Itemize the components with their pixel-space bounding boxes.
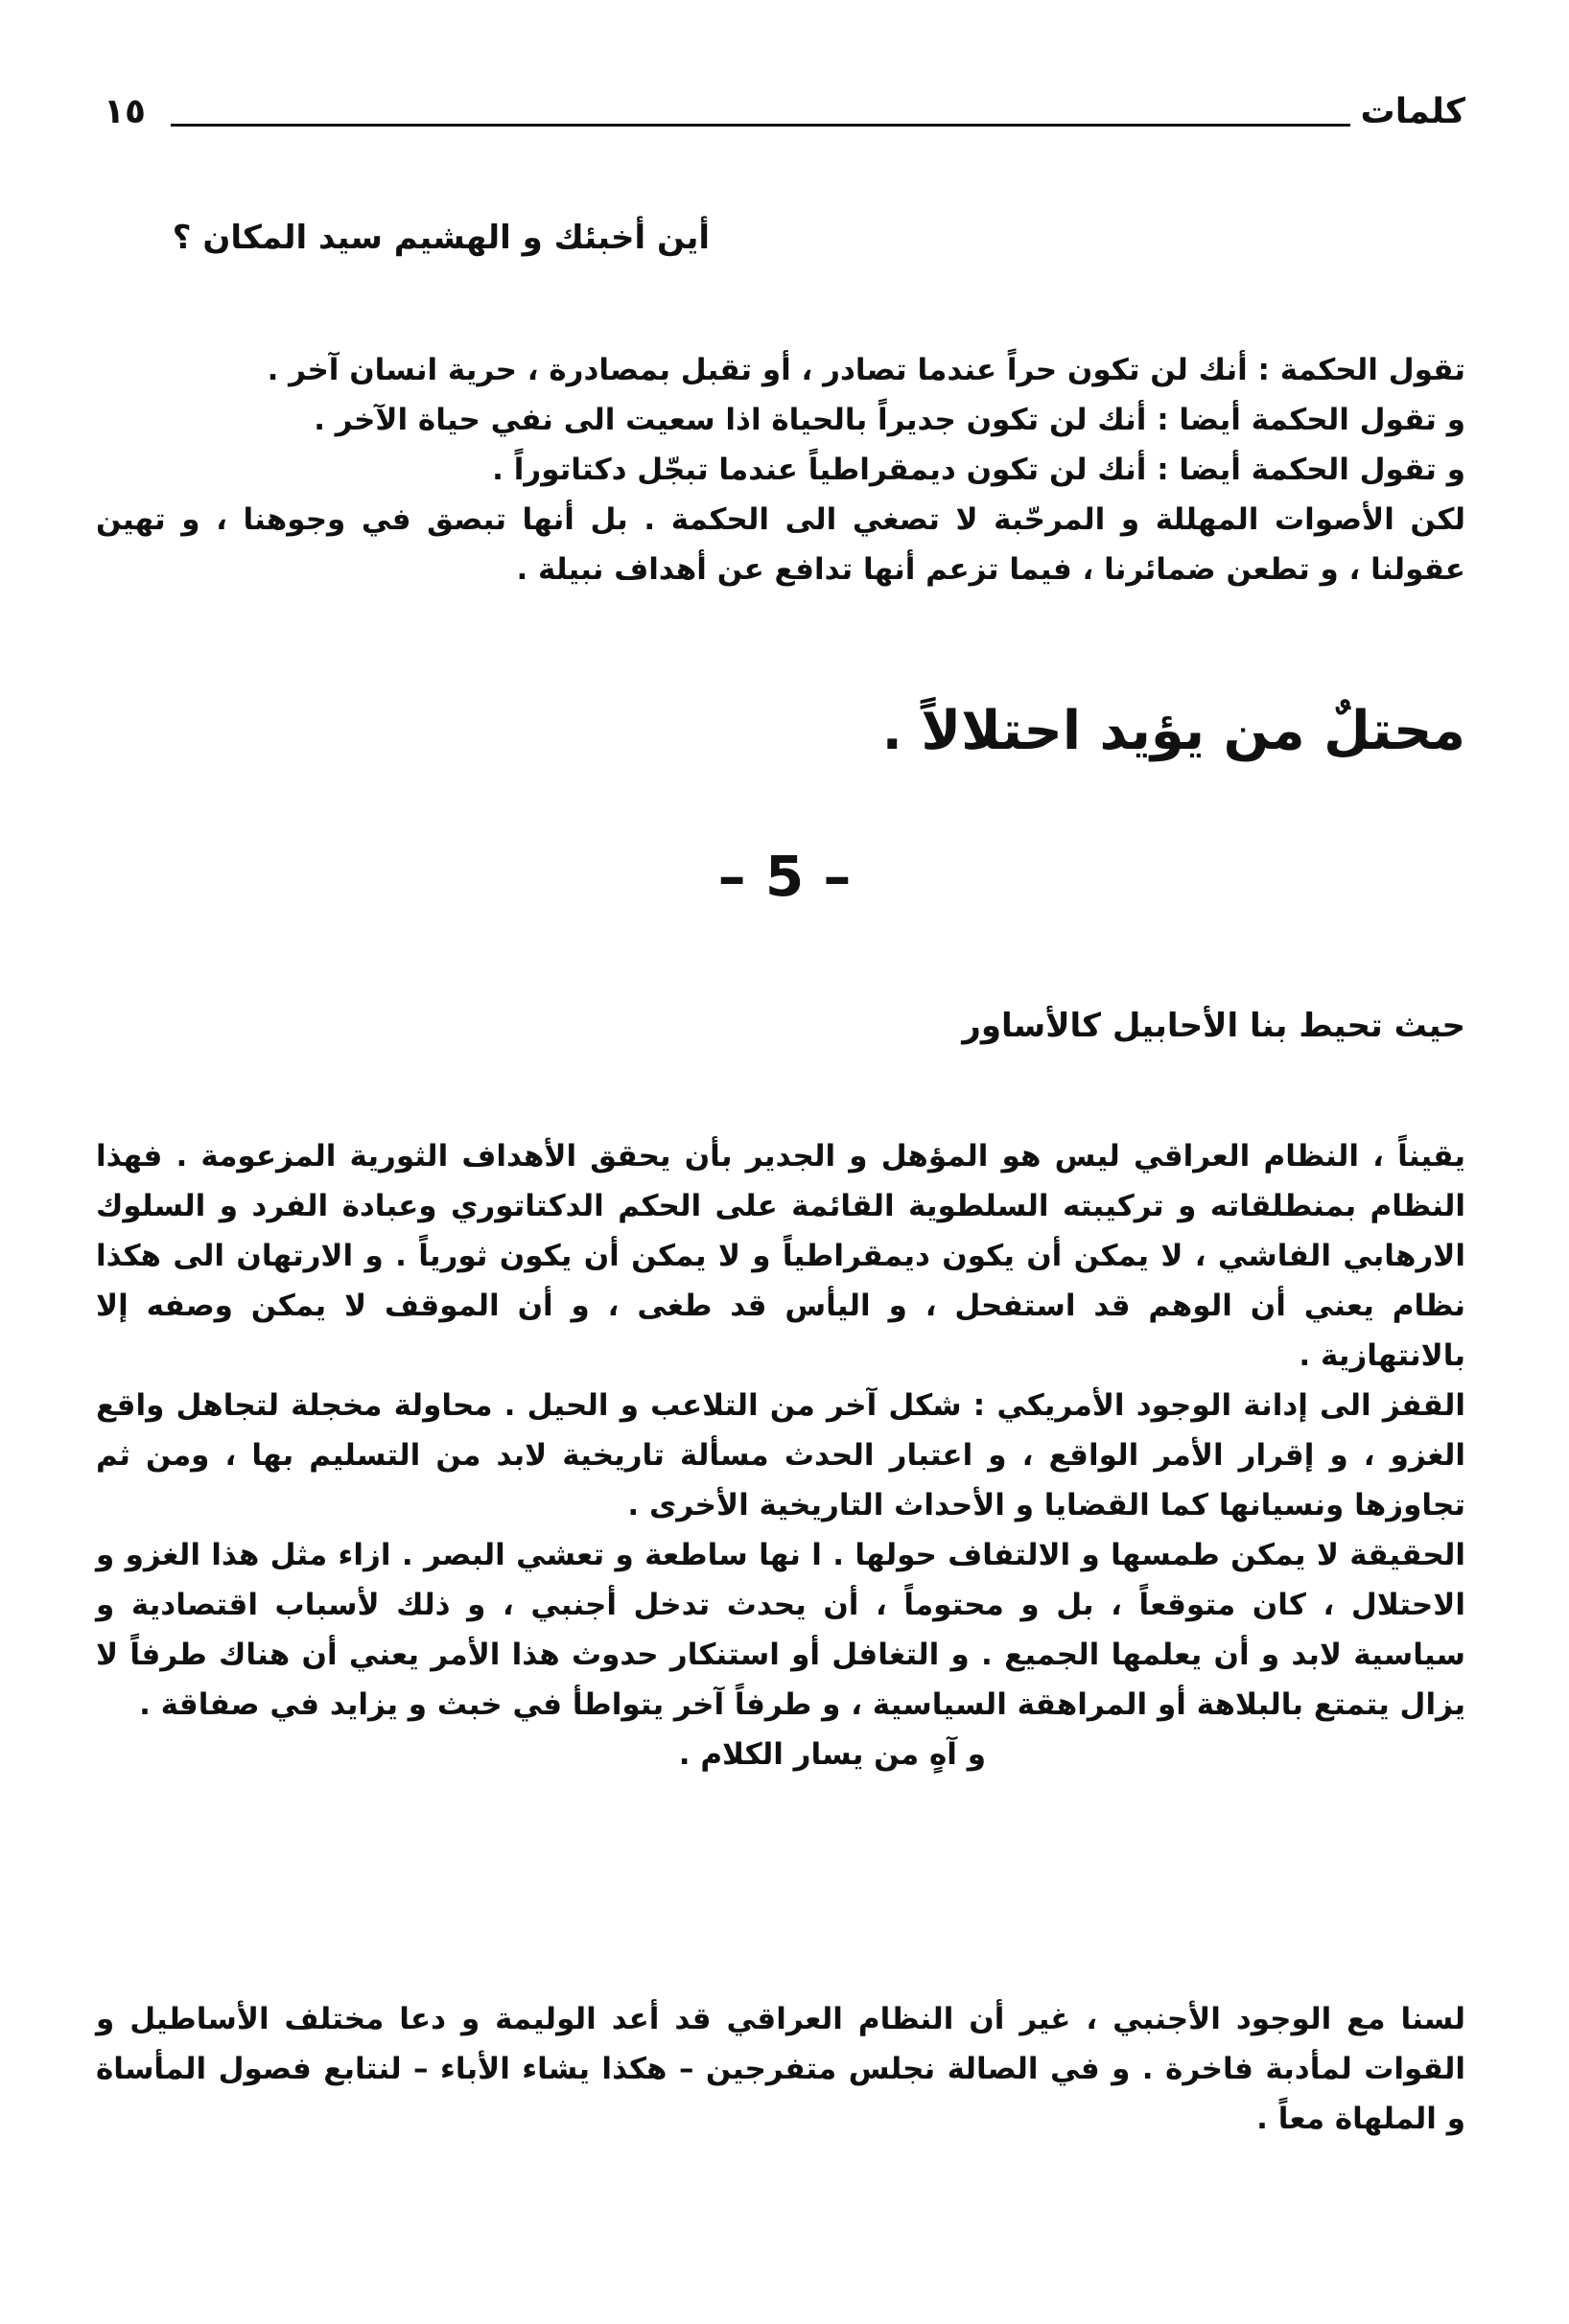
section2-paragraph-2: القفز الى إدانة الوجود الأمريكي : شكل آخر من التلاعب و الحيل . محاولة مخجلة لتجاهل واقع الغزو ، و إقرار الأمر الواقع ، و اعتبار الحدث مسألة تاريخية لابد من التسليم بها ، ومن ثم تجاوزها ونسيانها كما القضايا و الأحداث التاريخية الأخرى .: [96, 1388, 1465, 1522]
section1-line-4: لكن الأصوات المهللة و المرحّبة لا تصغي الى الحكمة . بل أنها تبصق في وجوهنا ، و تهين عقولنا ، و تطعن ضمائرنا ، فيما تزعم أنها تدافع عن أهداف نبيلة .: [96, 502, 1465, 587]
page-header: [104, 92, 1465, 150]
section2-paragraph-3: الحقيقة لا يمكن طمسها و الالتفاف حولها . ا نها ساطعة و تعشي البصر . ازاء مثل هذا الغزو و الاحتلال ، كان متوقعاً ، بل و محتوماً ، أن يحدث تدخل أجنبي ، و ذلك لأسباب اقتصادية و سياسية لابد و أن يعلمها الجميع . و التغافل أو استنكار حدوث هذا الأمر يعني أن هناك طرفاً لا يزال يتمتع بالبلاهة أو المراهقة السياسية ، و طرفاً آخر يتواطأ في خبث و يزايد في صفاقة .: [96, 1538, 1465, 1722]
header-rule: [171, 124, 1350, 127]
section1-heading: أين أخبئك و الهشيم سيد المكان ؟: [172, 219, 710, 257]
section1-line-1: تقول الحكمة : أنك لن تكون حراً عندما تصادر ، أو تقبل بمصادرة ، حرية انسان آخر .: [267, 353, 1465, 387]
section2-paragraph-1: يقيناً ، النظام العراقي ليس هو المؤهل و الجدير بأن يحقق الأهداف الثورية المزعومة . فهذا النظام بمنطلقاته و تركيبته السلطوية القائمة على الحكم الدكتاتوري وعبادة الفرد و السلوك الارهابي الفاشي ، لا يمكن أن يكون ديمقراطياً و لا يمكن أن يكون ثورياً . و الارتهان الى هكذا نظام يعني أن الوهم قد استفحل ، و اليأس قد طغى ، و أن الموقف لا يمكن وصفه إلا بالانتهازية .: [96, 1139, 1465, 1373]
section2-heading-wrapper: [962, 1007, 1465, 1045]
section2-closing: [96, 1994, 1465, 2144]
section2-paragraph-5: لسنا مع الوجود الأجنبي ، غير أن النظام العراقي قد أعد الوليمة و دعا مختلف الأساطيل و القوات لمأدبة فاخرة . و في الصالة نجلس متفرجين – هكذا يشاء الأباء – لنتابع فصول المأساة و الملهاة معاً .: [96, 2002, 1465, 2136]
section1-body: [96, 345, 1465, 594]
section2-paragraph-4: و آهٍ من يسار الكلام .: [678, 1737, 986, 1772]
main-heading: محتلٌ من يؤيد احتلالاً .: [881, 700, 1465, 762]
section2-heading: حيث تحيط بنا الأحابيل كالأساور: [962, 1007, 1465, 1045]
section-number: – 5 –: [717, 844, 852, 909]
running-title: كلمات: [1360, 92, 1465, 131]
page-number: ١٥: [104, 92, 146, 131]
section2-body: [96, 1131, 1465, 1779]
section1-line-3: و تقول الحكمة أيضا : أنك لن تكون ديمقراطياً عندما تبجّل دكتاتوراً .: [492, 453, 1465, 487]
section1-line-2: و تقول الحكمة أيضا : أنك لن تكون جديراً بالحياة اذا سعيت الى نفي حياة الآخر .: [314, 403, 1465, 437]
